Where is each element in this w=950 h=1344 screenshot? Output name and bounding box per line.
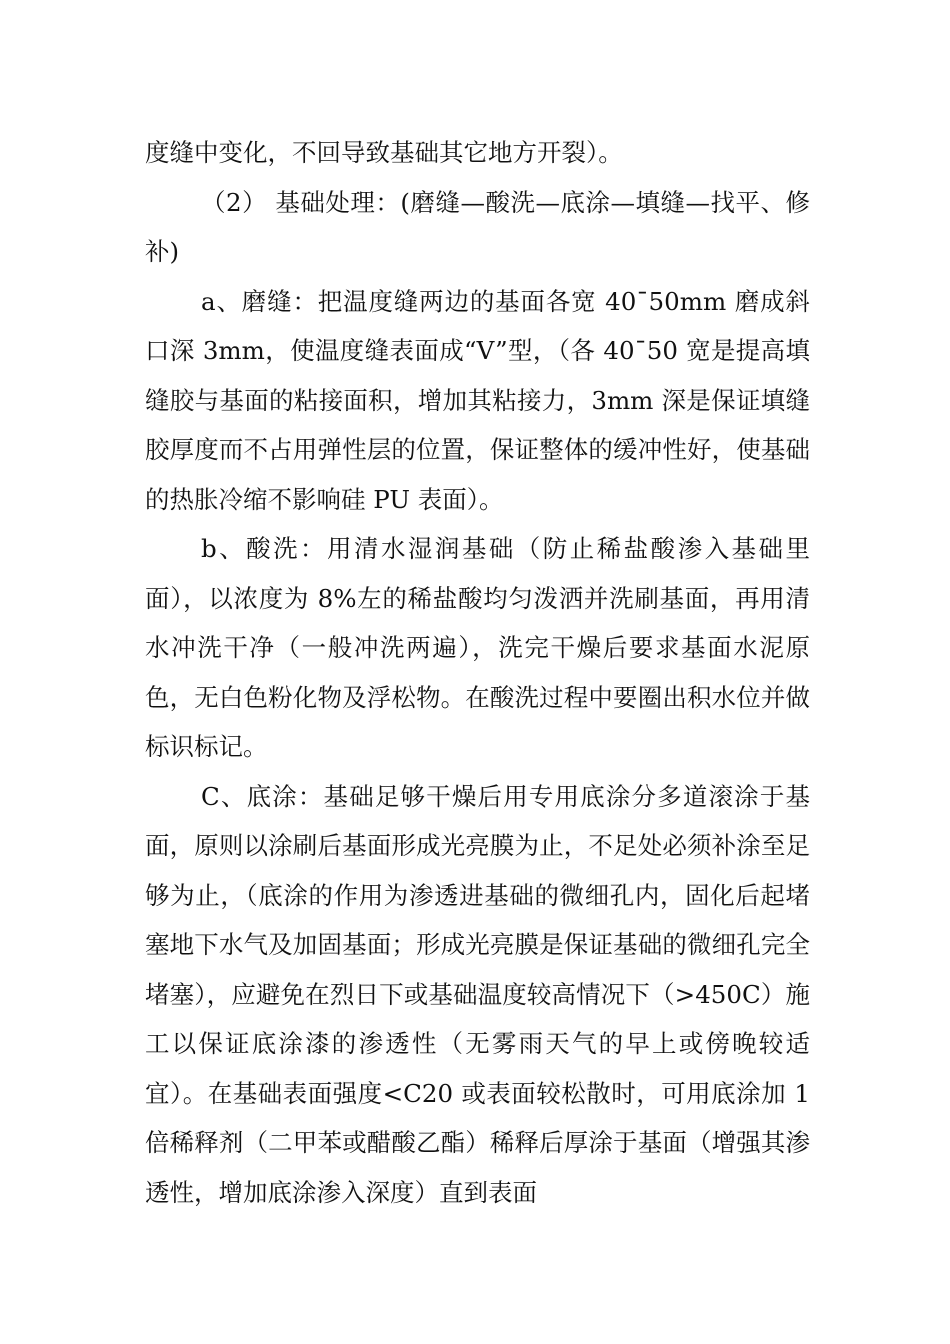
document-body: [145, 128, 810, 1217]
paragraph-acid-washing: b、酸洗：用清水湿润基础（防止稀盐酸渗入基础里面），以浓度为 8%左的稀盐酸均匀泼洒并洗刷基面，再用清水冲洗干净（一般冲洗两遍），洗完干燥后要求基面水泥原色，无白色粉化物及浮松物。在酸洗过程中要圈出积水位并做标识标记。: [145, 534, 810, 761]
paragraph-continuation: 度缝中变化，不回导致基础其它地方开裂）。: [145, 138, 623, 167]
section-heading-foundation-treatment: （2） 基础处理：(磨缝—酸洗—底涂—填缝—找平、修补): [145, 187, 810, 266]
paragraph-grinding-joints: a、磨缝：把温度缝两边的基面各宽 40¯50mm 磨成斜口深 3mm，使温度缝表面成“V”型，（各 40¯50 宽是提高填缝胶与基面的粘接面积，增加其粘接力，3mm 深是保证填缝胶厚度而不占用弹性层的位置，保证整体的缓冲性好，使基础的热胀冷缩不影响硅 PU 表面）。: [145, 286, 810, 514]
paragraph-primer-coating: C、底涂：基础足够干燥后用专用底涂分多道滚涂于基面，原则以涂刷后基面形成光亮膜为止，不足处必须补涂至足够为止，（底涂的作用为渗透进基础的微细孔内，固化后起堵塞地下水气及加固基面；形成光亮膜是保证基础的微细孔完全堵塞），应避免在烈日下或基础温度较高情况下（>450C）施工以保证底涂漆的渗透性（无雾雨天气的早上或傍晚较适宜）。在基础表面强度<C20 或表面较松散时，可用底涂加 1 倍稀释剂（二甲苯或醋酸乙酯）稀释后厚涂于基面（增强其渗透性，增加底涂渗入深度）直到表面: [145, 781, 810, 1207]
